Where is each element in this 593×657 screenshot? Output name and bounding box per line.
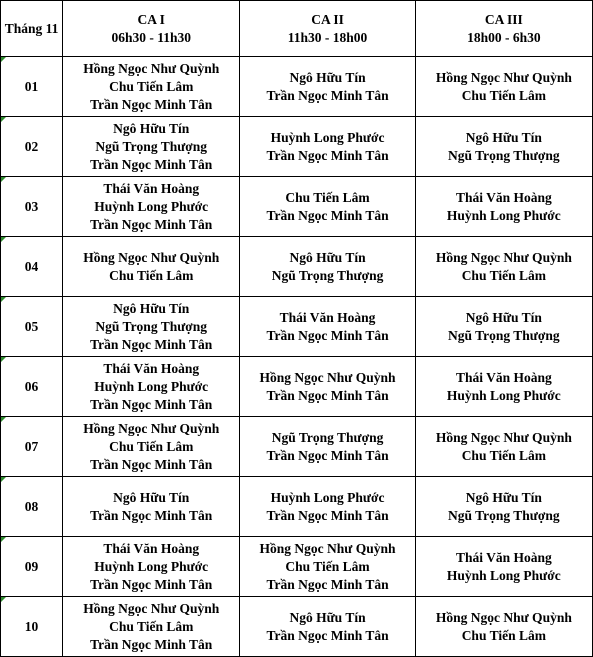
staff-name: Huỳnh Long Phước	[446, 207, 561, 223]
staff-name: Trần Ngọc Minh Tân	[90, 396, 213, 412]
staff-name: Ngũ Trọng Thượng	[448, 507, 560, 523]
staff-name: Ngô Hữu Tín	[289, 69, 366, 85]
day-number: 09	[24, 558, 39, 574]
staff-name: Trần Ngọc Minh Tân	[90, 456, 213, 472]
staff-name: Trần Ngọc Minh Tân	[90, 507, 213, 523]
shift-cell-3	[415, 537, 592, 597]
shift-cell-2	[240, 357, 415, 417]
day-cell	[1, 177, 63, 237]
staff-name: Chu Tiến Lâm	[109, 618, 194, 634]
staff-name: Huỳnh Long Phước	[94, 378, 209, 394]
shift-cell-1	[63, 297, 240, 357]
staff-name: Huỳnh Long Phước	[446, 567, 561, 583]
staff-name: Hồng Ngọc Như Quỳnh	[83, 60, 220, 76]
staff-name: Hồng Ngọc Như Quỳnh	[435, 429, 572, 445]
table-row	[1, 57, 593, 117]
table-row	[1, 477, 593, 537]
shift-time: 06h30 - 11h30	[111, 29, 191, 45]
staff-name: Chu Tiến Lâm	[461, 627, 546, 643]
day-cell	[1, 477, 63, 537]
shift-cell-1	[63, 477, 240, 537]
staff-name: Chu Tiến Lâm	[285, 189, 370, 205]
staff-name: Trần Ngọc Minh Tân	[266, 327, 389, 343]
day-cell	[1, 57, 63, 117]
shift-name: CA II	[311, 11, 344, 27]
shift-cell-1	[63, 57, 240, 117]
shift-header-3	[415, 1, 592, 57]
day-cell	[1, 297, 63, 357]
staff-name: Trần Ngọc Minh Tân	[266, 507, 389, 523]
table-row	[1, 597, 593, 657]
staff-name: Trần Ngọc Minh Tân	[90, 156, 213, 172]
shift-cell-1	[63, 357, 240, 417]
staff-name: Ngô Hữu Tín	[465, 489, 542, 505]
shift-cell-1	[63, 417, 240, 477]
staff-name: Thái Văn Hoàng	[455, 369, 552, 385]
staff-name: Huỳnh Long Phước	[270, 129, 385, 145]
table-row	[1, 117, 593, 177]
staff-name: Ngũ Trọng Thượng	[95, 318, 208, 334]
shift-cell-2	[240, 597, 415, 657]
staff-name: Trần Ngọc Minh Tân	[266, 576, 389, 592]
staff-name: Hồng Ngọc Như Quỳnh	[259, 369, 396, 385]
staff-name: Ngô Hữu Tín	[465, 309, 542, 325]
staff-name: Chu Tiến Lâm	[285, 558, 370, 574]
shift-header-1	[63, 1, 240, 57]
staff-name: Ngô Hữu Tín	[289, 609, 366, 625]
staff-name: Trần Ngọc Minh Tân	[90, 96, 213, 112]
day-number: 05	[24, 318, 39, 334]
shift-cell-2	[240, 417, 415, 477]
staff-name: Chu Tiến Lâm	[109, 267, 194, 283]
shift-cell-3	[415, 237, 592, 297]
staff-name: Ngô Hữu Tín	[113, 120, 190, 136]
staff-name: Chu Tiến Lâm	[461, 267, 546, 283]
shift-cell-2	[240, 117, 415, 177]
staff-name: Trần Ngọc Minh Tân	[266, 627, 389, 643]
shift-cell-3	[415, 357, 592, 417]
shift-cell-3	[415, 117, 592, 177]
shift-cell-2	[240, 537, 415, 597]
shift-cell-3	[415, 597, 592, 657]
staff-name: Trần Ngọc Minh Tân	[90, 216, 213, 232]
staff-name: Ngô Hữu Tín	[289, 249, 366, 265]
staff-name: Ngũ Trọng Thượng	[448, 147, 560, 163]
shift-cell-3	[415, 477, 592, 537]
staff-name: Huỳnh Long Phước	[446, 387, 561, 403]
staff-name: Hồng Ngọc Như Quỳnh	[435, 69, 572, 85]
day-number: 08	[24, 498, 39, 514]
day-cell	[1, 417, 63, 477]
shift-cell-1	[63, 237, 240, 297]
staff-name: Chu Tiến Lâm	[109, 438, 194, 454]
staff-name: Hồng Ngọc Như Quỳnh	[83, 249, 220, 265]
staff-name: Chu Tiến Lâm	[461, 87, 546, 103]
staff-name: Thái Văn Hoàng	[103, 180, 200, 196]
staff-name: Thái Văn Hoàng	[279, 309, 376, 325]
staff-name: Thái Văn Hoàng	[455, 549, 552, 565]
shift-cell-2	[240, 57, 415, 117]
staff-name: Hồng Ngọc Như Quỳnh	[83, 420, 220, 436]
shift-cell-1	[63, 597, 240, 657]
staff-name: Huỳnh Long Phước	[94, 198, 209, 214]
staff-name: Chu Tiến Lâm	[461, 447, 546, 463]
staff-name: Ngô Hữu Tín	[465, 129, 542, 145]
shift-header-2	[240, 1, 415, 57]
day-number: 03	[24, 198, 39, 214]
day-cell	[1, 237, 63, 297]
staff-name: Ngô Hữu Tín	[113, 489, 190, 505]
staff-name: Ngũ Trọng Thượng	[448, 327, 560, 343]
day-cell	[1, 537, 63, 597]
shift-cell-2	[240, 177, 415, 237]
shift-cell-2	[240, 297, 415, 357]
staff-name: Thái Văn Hoàng	[103, 360, 200, 376]
shift-cell-3	[415, 417, 592, 477]
shift-name: CA III	[484, 11, 523, 27]
day-number: 02	[24, 138, 39, 154]
month-header	[1, 1, 63, 57]
staff-name: Hồng Ngọc Như Quỳnh	[83, 600, 220, 616]
staff-name: Chu Tiến Lâm	[109, 78, 194, 94]
header-row	[1, 1, 593, 57]
staff-name: Ngũ Trọng Thượng	[271, 429, 384, 445]
staff-name: Hồng Ngọc Như Quỳnh	[259, 540, 396, 556]
day-number: 01	[24, 78, 39, 94]
table-row	[1, 177, 593, 237]
staff-name: Trần Ngọc Minh Tân	[266, 387, 389, 403]
day-cell	[1, 117, 63, 177]
staff-name: Huỳnh Long Phước	[94, 558, 209, 574]
staff-name: Trần Ngọc Minh Tân	[266, 147, 389, 163]
staff-name: Trần Ngọc Minh Tân	[90, 336, 213, 352]
month-label: Tháng 11	[4, 20, 59, 36]
shift-cell-3	[415, 177, 592, 237]
shift-time: 18h00 - 6h30	[467, 29, 541, 45]
shift-cell-1	[63, 117, 240, 177]
day-number: 06	[24, 378, 39, 394]
staff-name: Thái Văn Hoàng	[103, 540, 200, 556]
staff-name: Hồng Ngọc Như Quỳnh	[435, 249, 572, 265]
staff-name: Trần Ngọc Minh Tân	[266, 447, 389, 463]
day-number: 07	[24, 438, 39, 454]
table-row	[1, 357, 593, 417]
staff-name: Thái Văn Hoàng	[455, 189, 552, 205]
table-row	[1, 537, 593, 597]
staff-name: Trần Ngọc Minh Tân	[90, 636, 213, 652]
shift-name: CA I	[137, 11, 165, 27]
staff-name: Ngũ Trọng Thượng	[95, 138, 208, 154]
day-number: 04	[24, 258, 39, 274]
day-number: 10	[24, 618, 39, 634]
shift-cell-3	[415, 297, 592, 357]
table-row	[1, 417, 593, 477]
shift-time: 11h30 - 18h00	[287, 29, 368, 45]
staff-name: Huỳnh Long Phước	[270, 489, 385, 505]
shift-cell-1	[63, 537, 240, 597]
staff-name: Ngũ Trọng Thượng	[271, 267, 384, 283]
shift-cell-2	[240, 477, 415, 537]
shift-cell-1	[63, 177, 240, 237]
table-row	[1, 297, 593, 357]
table-row	[1, 237, 593, 297]
staff-name: Trần Ngọc Minh Tân	[266, 207, 389, 223]
staff-name: Hồng Ngọc Như Quỳnh	[435, 609, 572, 625]
shift-cell-2	[240, 237, 415, 297]
shift-cell-3	[415, 57, 592, 117]
day-cell	[1, 357, 63, 417]
schedule-body	[1, 57, 593, 657]
staff-name: Ngô Hữu Tín	[113, 300, 190, 316]
staff-name: Trần Ngọc Minh Tân	[90, 576, 213, 592]
day-cell	[1, 597, 63, 657]
staff-name: Trần Ngọc Minh Tân	[266, 87, 389, 103]
